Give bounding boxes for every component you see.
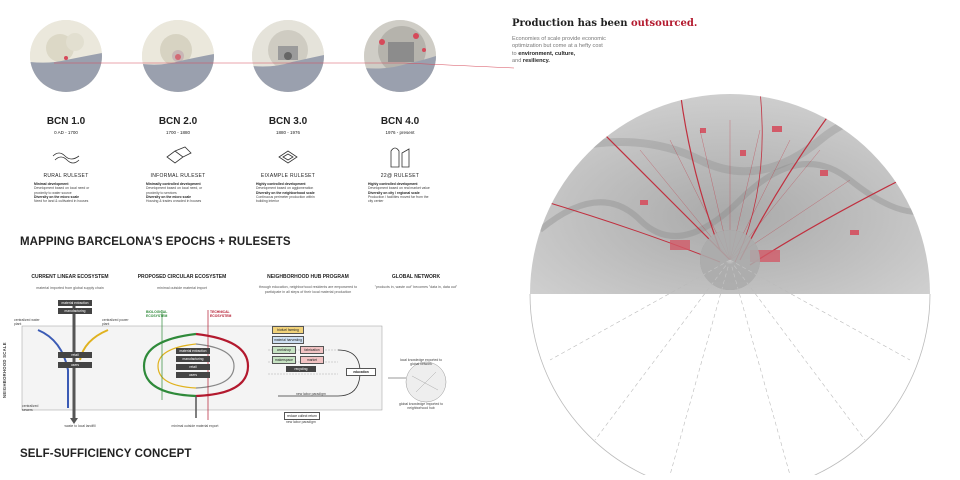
epoch-years: 1976 - present	[385, 130, 415, 135]
epoch-map	[364, 20, 436, 92]
ruleset-label: EIXAMPLE RULESET	[260, 173, 316, 179]
informal-icon	[130, 141, 226, 171]
headline: Production has been outsourced.	[512, 18, 698, 29]
bio-ecosystem-label: BIOLOGICAL ECOSYSTEM	[146, 310, 168, 318]
import-knowledge-label: global knowledge imported to neighborhood hub	[398, 402, 444, 410]
hub-item: recycling	[286, 366, 316, 372]
epoch-name: BCN 1.0	[46, 116, 86, 127]
hub-item: makerspace	[272, 356, 296, 364]
ruleset-desc: Highly controlled development Development based on real market value Diversity on city / regional scale Production / facilities moved far from the city center	[368, 182, 430, 204]
section-title-self-sufficiency: SELF-SUFFICIENCY CONCEPT	[20, 448, 192, 460]
epoch-map	[142, 20, 214, 92]
circular-step: retail	[176, 364, 210, 370]
linear-step: users	[58, 362, 92, 368]
section-title-epochs: MAPPING BARCELONA'S EPOCHS + RULESETS	[20, 236, 291, 248]
export-knowledge-label: local knowledge exported to global network	[399, 358, 443, 366]
reduce-collect-label: reduce collect return	[284, 412, 320, 420]
water-plant-label: centralized water plant	[14, 318, 40, 326]
ruleset-label: 22@ RULESET	[380, 173, 420, 179]
neighborhood-scale-label: NEIGHBORHOOD SCALE	[2, 342, 7, 398]
column-subtitle: through education, neighborhood residents are empowered to participate in all steps of their local material production	[258, 285, 358, 294]
landfill-label: waste to local landfill	[64, 424, 96, 428]
headline-subtext: Economies of scale provide economic optimization but come at a hefty cost to environment, culture, and resiliency.	[512, 36, 606, 64]
education-node: education	[346, 368, 376, 376]
column-title: GLOBAL NETWORK	[391, 274, 441, 280]
hub-item: workshop	[272, 346, 296, 354]
tech-ecosystem-label: TECHNICAL ECOSYSTEM	[210, 310, 232, 318]
hub-item: market	[300, 356, 324, 364]
sewer-label: centralized sewers	[22, 404, 39, 412]
regional-map	[520, 30, 940, 475]
column-subtitle: material imported from global supply chain	[36, 286, 104, 290]
epoch-name: BCN 2.0	[158, 116, 198, 127]
labor-label: new labor paradigm	[296, 392, 326, 396]
ruleset-label: INFORMAL RULESET	[150, 173, 206, 179]
ruleset-desc: Highly controlled development Development based on agglomeration Diversity on the neighborhood scale Continuous perimeter production within building interior	[256, 182, 315, 204]
epoch-bcn-1	[18, 20, 114, 203]
column-subtitle: "products in, waste out" becomes "data in, data out"	[374, 285, 458, 289]
epoch-map	[252, 20, 324, 92]
epoch-name: BCN 4.0	[380, 116, 420, 127]
22at-icon	[352, 141, 448, 171]
epoch-bcn-2	[130, 20, 226, 203]
eixample-icon	[240, 141, 336, 171]
column-title: NEIGHBORHOOD HUB PROGRAM	[267, 274, 349, 280]
linear-step: manufacturing	[58, 308, 92, 314]
labor-paradigm-label: new labor paradigm	[286, 420, 316, 424]
ruleset-desc: Minimal development Development based on local need or proximity to water source Diversity on the micro scale Need for land & cultivated in houses	[34, 182, 90, 204]
rural-icon	[18, 141, 114, 171]
column-title: CURRENT LINEAR ECOSYSTEM	[31, 274, 109, 280]
epoch-name: BCN 3.0	[268, 116, 308, 127]
power-plant-label: centralized power plant	[102, 318, 129, 326]
hub-item: material harvesting	[272, 336, 304, 344]
epoch-years: 0 AD - 1700	[54, 130, 78, 135]
column-subtitle: minimal outside material import	[157, 286, 207, 290]
hub-item: biofuel farming	[272, 326, 304, 334]
column-title: PROPOSED CIRCULAR ECOSYSTEM	[137, 274, 227, 280]
epoch-years: 1700 - 1880	[165, 130, 191, 135]
circular-step: users	[176, 372, 210, 378]
epoch-years: 1880 - 1976	[275, 130, 301, 135]
ruleset-desc: Minimally controlled development Development based on local need, or proximity to services Diversity on the micro scale Housing & trades crowded in houses	[146, 182, 203, 204]
ruleset-label: RURAL RULESET	[43, 173, 89, 179]
epoch-bcn-3	[240, 20, 336, 203]
epoch-bcn-4	[352, 20, 448, 203]
circular-step: material extraction	[176, 348, 210, 354]
circular-step: manufacturing	[176, 356, 210, 362]
linear-step: material extraction	[58, 300, 92, 306]
hub-item: fabrication	[300, 346, 324, 354]
epoch-connector-line	[54, 60, 514, 70]
linear-step: retail	[58, 352, 92, 358]
epoch-map	[30, 20, 102, 92]
export-label: minimal outside material export	[171, 424, 219, 428]
